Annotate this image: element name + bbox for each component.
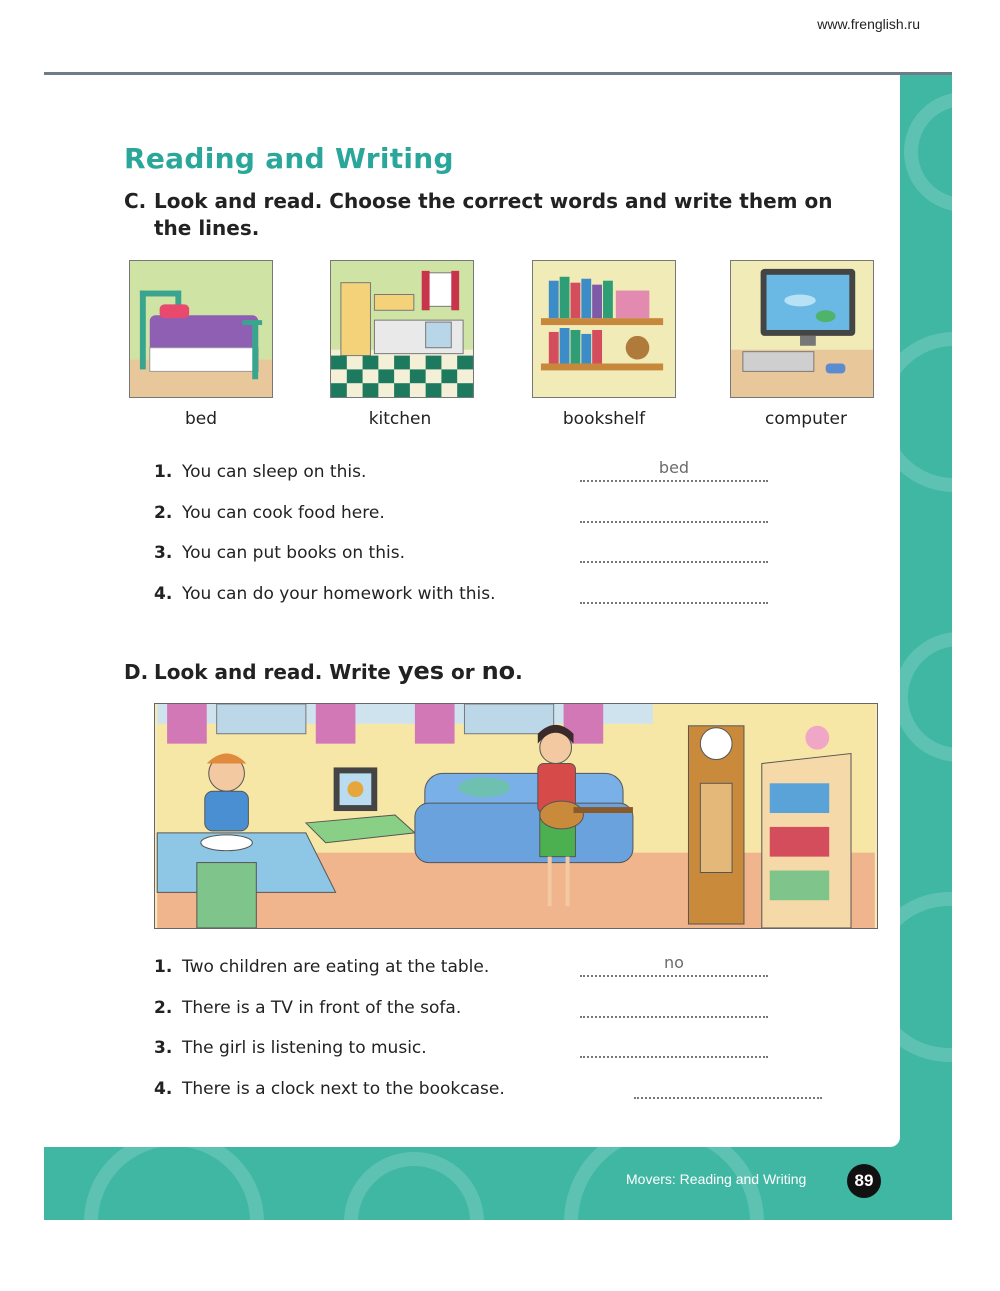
yes-word: yes bbox=[397, 657, 445, 685]
living-room-scene bbox=[154, 703, 878, 929]
part-d-answer-2[interactable] bbox=[580, 994, 768, 1018]
part-c-question-4 bbox=[154, 584, 496, 608]
part-c-answer-4[interactable] bbox=[580, 580, 768, 604]
part-d-answer-1[interactable]: no bbox=[580, 953, 768, 977]
picture-label-computer: computer bbox=[765, 409, 847, 429]
section-title: Reading and Writing bbox=[124, 142, 454, 175]
computer-picture bbox=[730, 260, 874, 398]
part-d-instruction bbox=[124, 658, 523, 686]
part-c-instruction-line1: Look and read. Choose the correct words and write them on bbox=[154, 189, 833, 213]
question-number: 1. bbox=[154, 462, 173, 482]
question-text: You can cook food here. bbox=[182, 503, 385, 523]
picture-label-bookshelf: bookshelf bbox=[562, 409, 646, 429]
kitchen-picture bbox=[330, 260, 474, 398]
page-number: 89 bbox=[847, 1164, 881, 1198]
part-d-instruction-text: Look and read. Write bbox=[154, 660, 398, 684]
picture-label-kitchen: kitchen bbox=[368, 409, 432, 429]
question-text: There is a TV in front of the sofa. bbox=[182, 998, 462, 1018]
bookshelf-picture bbox=[532, 260, 676, 398]
part-c-question-2 bbox=[154, 503, 385, 527]
part-c-question-3 bbox=[154, 543, 405, 567]
question-text: You can do your homework with this. bbox=[182, 584, 496, 604]
bed-picture bbox=[129, 260, 273, 398]
question-number: 1. bbox=[154, 957, 173, 977]
question-number: 2. bbox=[154, 503, 173, 523]
part-c-letter: C. bbox=[124, 189, 147, 213]
footer-text: Movers: Reading and Writing bbox=[626, 1171, 807, 1187]
question-number: 2. bbox=[154, 998, 173, 1018]
question-text: The girl is listening to music. bbox=[182, 1038, 427, 1058]
part-d-answer-4[interactable] bbox=[634, 1075, 822, 1099]
part-c-instruction bbox=[124, 188, 832, 242]
question-number: 4. bbox=[154, 584, 173, 604]
question-number: 3. bbox=[154, 543, 173, 563]
question-number: 3. bbox=[154, 1038, 173, 1058]
part-d-question-3 bbox=[154, 1038, 427, 1062]
question-text: You can put books on this. bbox=[182, 543, 405, 563]
part-d-question-2 bbox=[154, 998, 461, 1022]
part-d-answer-3[interactable] bbox=[580, 1034, 768, 1058]
part-d-question-4 bbox=[154, 1079, 505, 1103]
part-d-question-1 bbox=[154, 957, 489, 981]
part-c-instruction-line2: the lines. bbox=[154, 216, 260, 240]
part-d-letter: D. bbox=[124, 660, 149, 684]
question-text: There is a clock next to the bookcase. bbox=[182, 1079, 505, 1099]
or-word: or bbox=[444, 660, 482, 684]
question-number: 4. bbox=[154, 1079, 173, 1099]
part-c-answer-3[interactable] bbox=[580, 539, 768, 563]
instruction-period: . bbox=[515, 660, 523, 684]
question-text: You can sleep on this. bbox=[182, 462, 367, 482]
site-url: www.frenglish.ru bbox=[817, 16, 920, 32]
no-word: no bbox=[481, 657, 516, 685]
picture-label-bed: bed bbox=[184, 409, 218, 429]
part-c-question-1 bbox=[154, 462, 366, 486]
part-c-answer-1[interactable]: bed bbox=[580, 458, 768, 482]
part-c-answer-2[interactable] bbox=[580, 499, 768, 523]
question-text: Two children are eating at the table. bbox=[182, 957, 490, 977]
